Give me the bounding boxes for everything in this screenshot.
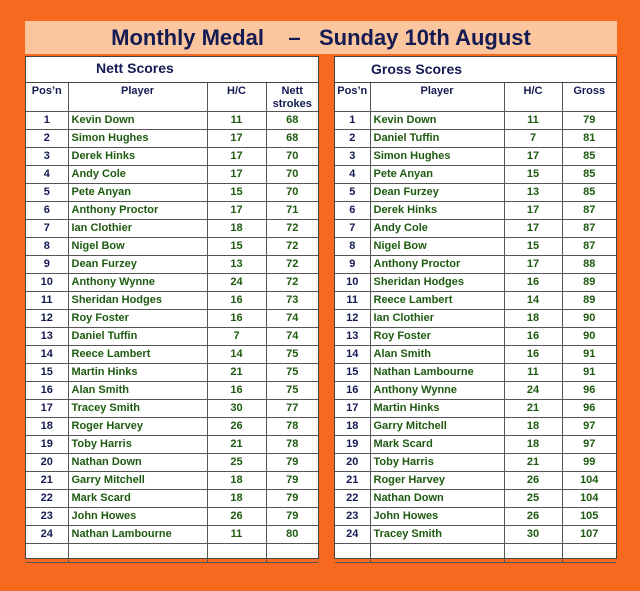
handicap-cell: 16 — [504, 328, 562, 346]
position-cell: 24 — [26, 526, 68, 544]
gross-table-body — [335, 112, 616, 563]
score-cell: 91 — [562, 346, 616, 364]
position-cell: 11 — [335, 292, 370, 310]
table-row — [26, 220, 318, 238]
table-row — [335, 418, 616, 436]
nett-scores-panel — [25, 56, 319, 559]
page-title: Monthly Medal – Sunday 10th August — [25, 21, 617, 54]
handicap-cell: 13 — [207, 256, 266, 274]
player-name-cell: Ian Clothier — [68, 220, 207, 238]
nett-scores-heading: Nett Scores — [26, 57, 318, 83]
player-name-cell: John Howes — [68, 508, 207, 526]
player-name-cell: Nathan Lambourne — [68, 526, 207, 544]
position-cell: 5 — [26, 184, 68, 202]
score-cell: 73 — [266, 292, 318, 310]
score-cell: 75 — [266, 346, 318, 364]
handicap-cell: 16 — [207, 292, 266, 310]
table-row — [26, 526, 318, 544]
player-name-cell: Nathan Lambourne — [370, 364, 504, 382]
position-cell: 14 — [335, 346, 370, 364]
player-name-cell: Sheridan Hodges — [370, 274, 504, 292]
nett-col-pos: Pos’n — [26, 83, 68, 112]
table-row — [26, 238, 318, 256]
handicap-cell: 17 — [504, 202, 562, 220]
score-cell: 97 — [562, 436, 616, 454]
position-cell: 18 — [335, 418, 370, 436]
score-cell: 79 — [266, 490, 318, 508]
handicap-cell: 26 — [207, 508, 266, 526]
table-row — [335, 238, 616, 256]
handicap-cell: 25 — [207, 454, 266, 472]
position-cell: 19 — [335, 436, 370, 454]
blank-cell — [68, 544, 207, 563]
table-row — [335, 112, 616, 130]
blank-cell — [266, 544, 318, 563]
player-name-cell: Ian Clothier — [370, 310, 504, 328]
score-cell: 70 — [266, 148, 318, 166]
player-name-cell: Pete Anyan — [68, 184, 207, 202]
player-name-cell: Simon Hughes — [370, 148, 504, 166]
gross-col-player: Player — [370, 83, 504, 112]
player-name-cell: Anthony Wynne — [68, 274, 207, 292]
score-cell: 74 — [266, 328, 318, 346]
position-cell: 22 — [335, 490, 370, 508]
table-row — [26, 508, 318, 526]
table-row — [335, 382, 616, 400]
blank-cell — [562, 544, 616, 563]
score-cell: 72 — [266, 220, 318, 238]
position-cell: 23 — [26, 508, 68, 526]
score-cell: 72 — [266, 256, 318, 274]
position-cell: 9 — [26, 256, 68, 274]
player-name-cell: Martin Hinks — [68, 364, 207, 382]
player-name-cell: Nigel Bow — [68, 238, 207, 256]
player-name-cell: Nathan Down — [370, 490, 504, 508]
table-row — [335, 328, 616, 346]
table-row — [26, 436, 318, 454]
player-name-cell: Andy Cole — [68, 166, 207, 184]
handicap-cell: 21 — [504, 454, 562, 472]
handicap-cell: 17 — [504, 256, 562, 274]
score-cell: 68 — [266, 112, 318, 130]
position-cell: 3 — [26, 148, 68, 166]
position-cell: 12 — [26, 310, 68, 328]
position-cell: 14 — [26, 346, 68, 364]
score-cell: 96 — [562, 400, 616, 418]
handicap-cell: 17 — [504, 220, 562, 238]
handicap-cell: 15 — [207, 238, 266, 256]
player-name-cell: Kevin Down — [68, 112, 207, 130]
table-row — [335, 256, 616, 274]
table-row — [26, 166, 318, 184]
blank-cell — [26, 544, 68, 563]
table-row — [335, 346, 616, 364]
position-cell: 20 — [26, 454, 68, 472]
position-cell: 21 — [335, 472, 370, 490]
table-row — [335, 130, 616, 148]
table-row — [26, 418, 318, 436]
table-row — [26, 274, 318, 292]
score-cell: 79 — [266, 472, 318, 490]
table-row — [335, 490, 616, 508]
gross-scores-panel — [334, 56, 617, 559]
player-name-cell: Roger Harvey — [68, 418, 207, 436]
player-name-cell: Dean Furzey — [370, 184, 504, 202]
score-cell: 75 — [266, 382, 318, 400]
player-name-cell: Reece Lambert — [370, 292, 504, 310]
player-name-cell: Garry Mitchell — [370, 418, 504, 436]
handicap-cell: 11 — [207, 526, 266, 544]
position-cell: 12 — [335, 310, 370, 328]
position-cell: 15 — [335, 364, 370, 382]
position-cell: 24 — [335, 526, 370, 544]
handicap-cell: 24 — [504, 382, 562, 400]
score-cell: 71 — [266, 202, 318, 220]
blank-row — [335, 544, 616, 563]
position-cell: 16 — [335, 382, 370, 400]
handicap-cell: 26 — [504, 472, 562, 490]
position-cell: 15 — [26, 364, 68, 382]
table-row — [335, 274, 616, 292]
handicap-cell: 18 — [207, 490, 266, 508]
table-row — [26, 112, 318, 130]
score-cell: 85 — [562, 166, 616, 184]
score-cell: 79 — [266, 454, 318, 472]
handicap-cell: 17 — [207, 202, 266, 220]
table-row — [26, 382, 318, 400]
table-row — [26, 130, 318, 148]
table-row — [335, 436, 616, 454]
handicap-cell: 24 — [207, 274, 266, 292]
handicap-cell: 17 — [207, 166, 266, 184]
table-row — [26, 202, 318, 220]
score-cell: 89 — [562, 274, 616, 292]
score-cell: 85 — [562, 184, 616, 202]
table-row — [335, 310, 616, 328]
handicap-cell: 18 — [504, 436, 562, 454]
player-name-cell: Daniel Tuffin — [68, 328, 207, 346]
table-row — [335, 508, 616, 526]
table-row — [335, 292, 616, 310]
blank-row — [26, 544, 318, 563]
position-cell: 8 — [26, 238, 68, 256]
table-row — [335, 166, 616, 184]
player-name-cell: Martin Hinks — [370, 400, 504, 418]
score-cell: 78 — [266, 418, 318, 436]
position-cell: 4 — [26, 166, 68, 184]
score-cell: 68 — [266, 130, 318, 148]
gross-header-row — [335, 83, 616, 112]
table-row — [26, 364, 318, 382]
table-row — [335, 400, 616, 418]
table-row — [335, 364, 616, 382]
nett-col-hc: H/C — [207, 83, 266, 112]
player-name-cell: Tracey Smith — [68, 400, 207, 418]
player-name-cell: Reece Lambert — [68, 346, 207, 364]
table-row — [26, 472, 318, 490]
score-cell: 91 — [562, 364, 616, 382]
score-cell: 88 — [562, 256, 616, 274]
player-name-cell: Kevin Down — [370, 112, 504, 130]
gross-col-gross: Gross — [562, 83, 616, 112]
gross-col-hc: H/C — [504, 83, 562, 112]
handicap-cell: 26 — [504, 508, 562, 526]
gross-scores-table — [335, 83, 616, 563]
table-row — [335, 454, 616, 472]
handicap-cell: 16 — [207, 310, 266, 328]
position-cell: 16 — [26, 382, 68, 400]
score-cell: 96 — [562, 382, 616, 400]
blank-cell — [370, 544, 504, 563]
player-name-cell: Anthony Wynne — [370, 382, 504, 400]
table-row — [335, 472, 616, 490]
player-name-cell: Roger Harvey — [370, 472, 504, 490]
table-row — [26, 454, 318, 472]
handicap-cell: 17 — [207, 148, 266, 166]
table-row — [335, 148, 616, 166]
score-cell: 87 — [562, 238, 616, 256]
table-row — [26, 148, 318, 166]
score-cell: 105 — [562, 508, 616, 526]
player-name-cell: Tracey Smith — [370, 526, 504, 544]
handicap-cell: 7 — [207, 328, 266, 346]
position-cell: 3 — [335, 148, 370, 166]
player-name-cell: Sheridan Hodges — [68, 292, 207, 310]
nett-col-nett: Nett strokes — [266, 83, 318, 112]
table-row — [26, 292, 318, 310]
position-cell: 8 — [335, 238, 370, 256]
position-cell: 20 — [335, 454, 370, 472]
player-name-cell: Anthony Proctor — [68, 202, 207, 220]
handicap-cell: 15 — [207, 184, 266, 202]
player-name-cell: Roy Foster — [68, 310, 207, 328]
player-name-cell: Toby Harris — [68, 436, 207, 454]
nett-table-body — [26, 112, 318, 563]
nett-scores-table — [26, 83, 318, 563]
handicap-cell: 17 — [504, 148, 562, 166]
position-cell: 6 — [335, 202, 370, 220]
player-name-cell: John Howes — [370, 508, 504, 526]
table-row — [26, 328, 318, 346]
player-name-cell: Alan Smith — [68, 382, 207, 400]
handicap-cell: 16 — [504, 274, 562, 292]
position-cell: 11 — [26, 292, 68, 310]
handicap-cell: 25 — [504, 490, 562, 508]
handicap-cell: 21 — [207, 436, 266, 454]
table-row — [335, 526, 616, 544]
gross-scores-heading: Gross Scores — [335, 57, 616, 83]
score-cell: 78 — [266, 436, 318, 454]
player-name-cell: Nathan Down — [68, 454, 207, 472]
position-cell: 6 — [26, 202, 68, 220]
player-name-cell: Derek Hinks — [68, 148, 207, 166]
position-cell: 10 — [26, 274, 68, 292]
player-name-cell: Andy Cole — [370, 220, 504, 238]
handicap-cell: 14 — [504, 292, 562, 310]
position-cell: 18 — [26, 418, 68, 436]
blank-cell — [504, 544, 562, 563]
position-cell: 7 — [26, 220, 68, 238]
table-row — [26, 490, 318, 508]
score-cell: 104 — [562, 490, 616, 508]
handicap-cell: 15 — [504, 166, 562, 184]
position-cell: 19 — [26, 436, 68, 454]
position-cell: 7 — [335, 220, 370, 238]
score-cell: 85 — [562, 148, 616, 166]
player-name-cell: Simon Hughes — [68, 130, 207, 148]
handicap-cell: 30 — [207, 400, 266, 418]
score-cell: 72 — [266, 274, 318, 292]
position-cell: 1 — [335, 112, 370, 130]
handicap-cell: 16 — [207, 382, 266, 400]
handicap-cell: 21 — [504, 400, 562, 418]
score-cell: 89 — [562, 292, 616, 310]
player-name-cell: Garry Mitchell — [68, 472, 207, 490]
score-cell: 99 — [562, 454, 616, 472]
position-cell: 21 — [26, 472, 68, 490]
handicap-cell: 18 — [207, 220, 266, 238]
gross-col-pos: Pos’n — [335, 83, 370, 112]
score-cell: 104 — [562, 472, 616, 490]
position-cell: 17 — [335, 400, 370, 418]
blank-cell — [207, 544, 266, 563]
position-cell: 1 — [26, 112, 68, 130]
score-cell: 70 — [266, 184, 318, 202]
blank-cell — [335, 544, 370, 563]
score-cell: 107 — [562, 526, 616, 544]
table-row — [26, 310, 318, 328]
player-name-cell: Roy Foster — [370, 328, 504, 346]
score-cell: 74 — [266, 310, 318, 328]
position-cell: 13 — [26, 328, 68, 346]
score-cell: 79 — [266, 508, 318, 526]
player-name-cell: Daniel Tuffin — [370, 130, 504, 148]
table-row — [26, 400, 318, 418]
handicap-cell: 18 — [504, 418, 562, 436]
player-name-cell: Derek Hinks — [370, 202, 504, 220]
position-cell: 17 — [26, 400, 68, 418]
player-name-cell: Mark Scard — [68, 490, 207, 508]
nett-header-row — [26, 83, 318, 112]
handicap-cell: 17 — [207, 130, 266, 148]
score-cell: 70 — [266, 166, 318, 184]
player-name-cell: Toby Harris — [370, 454, 504, 472]
table-row — [335, 220, 616, 238]
position-cell: 13 — [335, 328, 370, 346]
score-cell: 77 — [266, 400, 318, 418]
handicap-cell: 18 — [504, 310, 562, 328]
nett-col-player: Player — [68, 83, 207, 112]
table-row — [26, 256, 318, 274]
handicap-cell: 21 — [207, 364, 266, 382]
score-cell: 87 — [562, 202, 616, 220]
handicap-cell: 26 — [207, 418, 266, 436]
position-cell: 23 — [335, 508, 370, 526]
handicap-cell: 13 — [504, 184, 562, 202]
handicap-cell: 14 — [207, 346, 266, 364]
handicap-cell: 11 — [504, 364, 562, 382]
score-cell: 97 — [562, 418, 616, 436]
position-cell: 2 — [335, 130, 370, 148]
score-cell: 72 — [266, 238, 318, 256]
score-cell: 75 — [266, 364, 318, 382]
player-name-cell: Alan Smith — [370, 346, 504, 364]
player-name-cell: Dean Furzey — [68, 256, 207, 274]
player-name-cell: Pete Anyan — [370, 166, 504, 184]
table-row — [26, 346, 318, 364]
score-cell: 87 — [562, 220, 616, 238]
position-cell: 10 — [335, 274, 370, 292]
player-name-cell: Mark Scard — [370, 436, 504, 454]
handicap-cell: 18 — [207, 472, 266, 490]
score-cell: 80 — [266, 526, 318, 544]
table-row — [26, 184, 318, 202]
handicap-cell: 16 — [504, 346, 562, 364]
score-cell: 81 — [562, 130, 616, 148]
handicap-cell: 15 — [504, 238, 562, 256]
position-cell: 5 — [335, 184, 370, 202]
table-row — [335, 202, 616, 220]
score-cell: 90 — [562, 310, 616, 328]
position-cell: 2 — [26, 130, 68, 148]
handicap-cell: 7 — [504, 130, 562, 148]
player-name-cell: Anthony Proctor — [370, 256, 504, 274]
handicap-cell: 11 — [207, 112, 266, 130]
player-name-cell: Nigel Bow — [370, 238, 504, 256]
position-cell: 4 — [335, 166, 370, 184]
score-cell: 79 — [562, 112, 616, 130]
score-cell: 90 — [562, 328, 616, 346]
handicap-cell: 11 — [504, 112, 562, 130]
position-cell: 22 — [26, 490, 68, 508]
handicap-cell: 30 — [504, 526, 562, 544]
position-cell: 9 — [335, 256, 370, 274]
table-row — [335, 184, 616, 202]
